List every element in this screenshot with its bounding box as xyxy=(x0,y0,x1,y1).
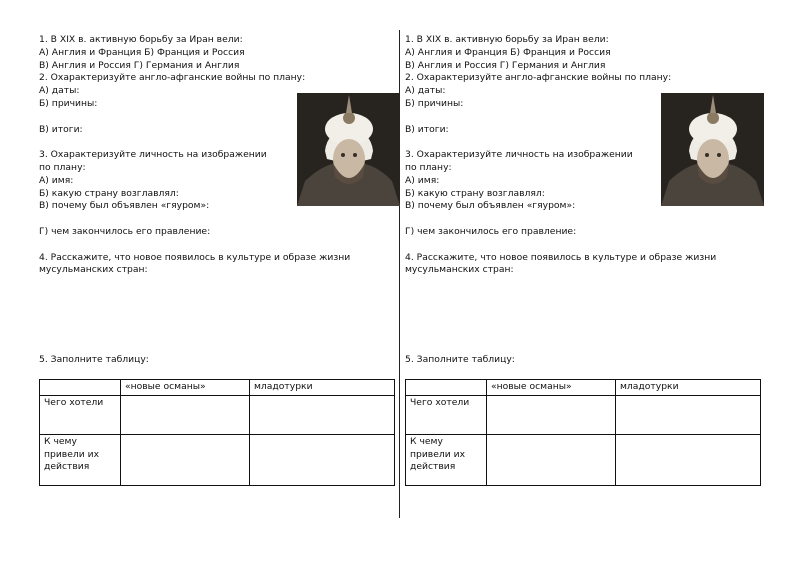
q3-d: Г) чем закончилось его правление: xyxy=(39,225,211,237)
q5-question: 5. Заполните таблицу: xyxy=(405,354,515,365)
q1-options-2: В) Англия и Россия Г) Германия и Англия xyxy=(405,59,606,71)
portrait-image xyxy=(297,93,400,206)
q2-question: 2. Охарактеризуйте англо-афганские войны по плану: xyxy=(405,72,672,84)
q3-d: Г) чем закончилось его правление: xyxy=(405,225,577,237)
table-cell[interactable] xyxy=(616,434,761,485)
q3-b: Б) какую страну возглавлял: xyxy=(39,187,179,199)
sultan-portrait xyxy=(661,93,764,206)
table-cell[interactable] xyxy=(250,395,395,434)
q3-c: В) почему был объявлен «гяуром»: xyxy=(405,200,576,212)
portrait-image xyxy=(661,93,764,206)
q3-a: А) имя: xyxy=(39,174,74,186)
q1-question: 1. В XIX в. активную борьбу за Иран вели: xyxy=(39,34,243,45)
q1-options-1: А) Англия и Франция Б) Франция и Россия xyxy=(405,46,611,58)
q2-question: 2. Охарактеризуйте англо-афганские войны по плану: xyxy=(39,72,306,84)
table-header-young-turks: младотурки xyxy=(616,380,761,396)
q3-question: 3. Охарактеризуйте личность на изображении по плану: xyxy=(405,149,633,173)
q5-question: 5. Заполните таблицу: xyxy=(39,354,149,365)
q3-b: Б) какую страну возглавлял: xyxy=(405,187,545,199)
q3-c: В) почему был объявлен «гяуром»: xyxy=(39,200,210,212)
worksheet-left xyxy=(39,34,399,473)
table-cell[interactable] xyxy=(487,395,616,434)
q2-b: Б) причины: xyxy=(405,97,464,109)
q1-options-1: А) Англия и Франция Б) Франция и Россия xyxy=(39,46,245,58)
table-cell[interactable] xyxy=(121,395,250,434)
table-header-new-ottomans: «новые османы» xyxy=(121,380,250,396)
q5-table xyxy=(39,379,395,486)
q3-a: А) имя: xyxy=(405,174,440,186)
table-row-label-wanted: Чего хотели xyxy=(40,395,121,434)
table-header-new-ottomans: «новые османы» xyxy=(487,380,616,396)
table-header-empty xyxy=(40,380,121,396)
q4-question: 4. Расскажите, что новое появилось в культуре и образе жизни мусульманских стран: xyxy=(39,251,351,276)
q5-table xyxy=(405,379,761,486)
table-header-empty xyxy=(406,380,487,396)
q3-question: 3. Охарактеризуйте личность на изображении по плану: xyxy=(39,149,267,173)
table-cell[interactable] xyxy=(616,395,761,434)
worksheet-right xyxy=(405,34,765,473)
q2-c: В) итоги: xyxy=(405,123,449,135)
q1-question: 1. В XIX в. активную борьбу за Иран вели: xyxy=(405,34,609,45)
table-row-label-result: К чему привели их действия xyxy=(40,434,121,485)
q1-options-2: В) Англия и Россия Г) Германия и Англия xyxy=(39,59,240,71)
q2-c: В) итоги: xyxy=(39,123,83,135)
table-header-young-turks: младотурки xyxy=(250,380,395,396)
table-cell[interactable] xyxy=(121,434,250,485)
q2-b: Б) причины: xyxy=(39,97,98,109)
q4-question: 4. Расскажите, что новое появилось в культуре и образе жизни мусульманских стран: xyxy=(405,251,717,276)
q2-a: А) даты: xyxy=(405,85,446,97)
table-cell[interactable] xyxy=(487,434,616,485)
q2-a: А) даты: xyxy=(39,85,80,97)
table-row-label-wanted: Чего хотели xyxy=(406,395,487,434)
sultan-portrait xyxy=(297,93,400,206)
table-row-label-result: К чему привели их действия xyxy=(406,434,487,485)
table-cell[interactable] xyxy=(250,434,395,485)
